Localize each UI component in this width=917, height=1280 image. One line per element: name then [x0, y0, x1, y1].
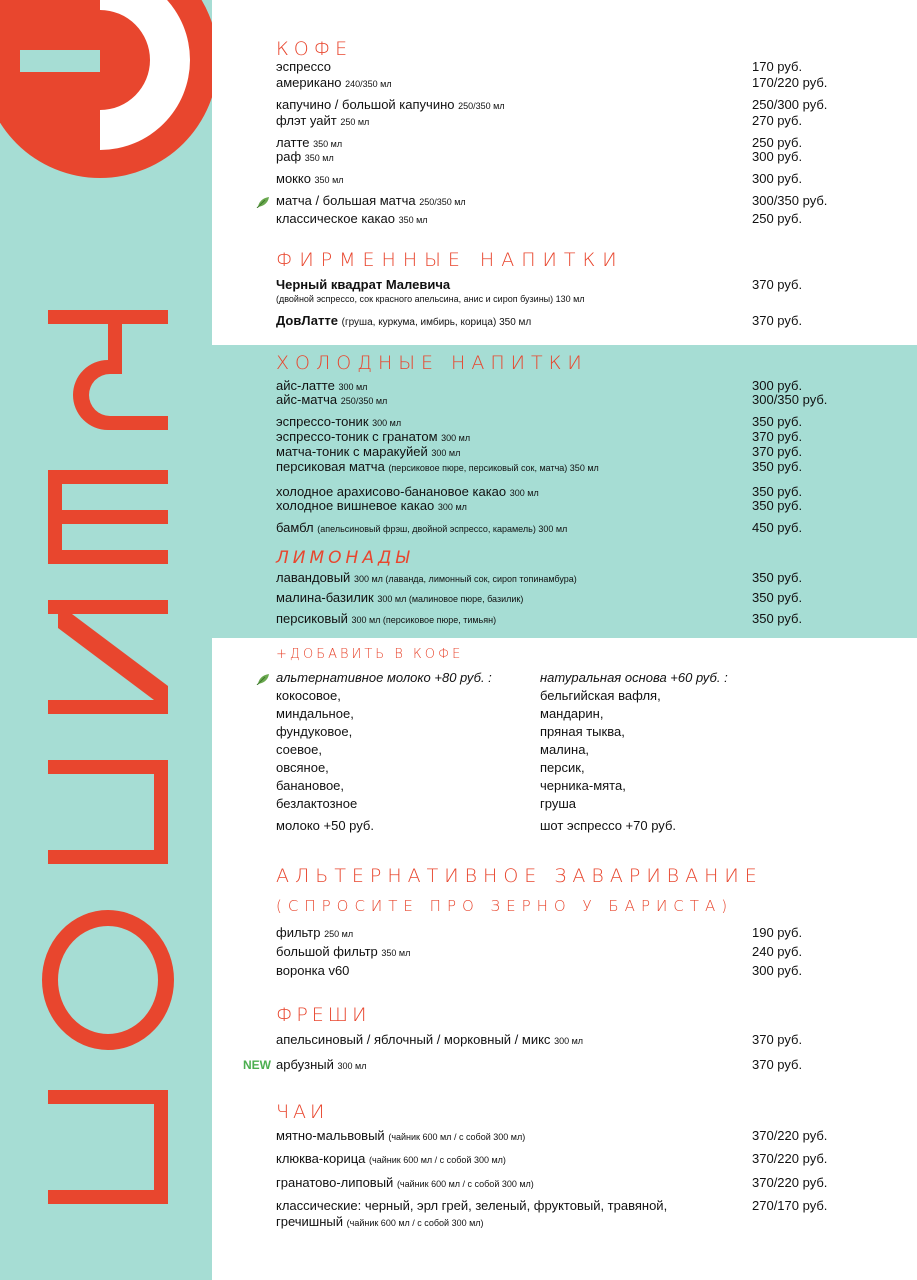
menu-item: капучино / большой капучино 250/350 мл: [276, 97, 505, 112]
menu-item: ДовЛатте (груша, куркума, имбирь, корица) 350 мл: [276, 313, 532, 328]
menu-price: 370/220 руб.: [752, 1151, 828, 1166]
list-item: малина,: [540, 742, 590, 757]
sidebar: [0, 0, 212, 1280]
list-item: кокосовое,: [276, 688, 341, 703]
menu-price: 450 руб.: [752, 520, 803, 535]
list-item: банановое,: [276, 778, 345, 793]
menu-price: 250/300 руб.: [752, 97, 828, 112]
list-item: груша: [540, 796, 576, 811]
logo-icon: [0, 0, 212, 190]
menu-item: эспрессо-тоник 300 мл: [276, 414, 402, 429]
menu-item: фильтр 250 мл: [276, 925, 354, 940]
tea-title: ЧАИ: [276, 1101, 329, 1123]
menu-price: 190 руб.: [752, 925, 803, 940]
menu-item-desc: (двойной эспрессо, сок красного апельсина, анис и сироп бузины) 130 мл: [276, 294, 585, 304]
coffee-title: КОФЕ: [276, 38, 353, 60]
brew-title: АЛЬТЕРНАТИВНОЕ ЗАВАРИВАНИЕ: [276, 865, 763, 887]
menu-item: матча / большая матча 250/350 мл: [276, 193, 466, 208]
menu-price: 370 руб.: [752, 1057, 803, 1072]
menu-item: персиковый 300 мл (персиковое пюре, тимьян): [276, 611, 497, 626]
menu-item: классическое какао 350 мл: [276, 211, 428, 226]
lemonades-title: ЛИМОНАДЫ: [276, 548, 414, 568]
menu-price: 170/220 руб.: [752, 75, 828, 90]
list-item: миндальное,: [276, 706, 354, 721]
menu-price: 350 руб.: [752, 459, 803, 474]
list-item: мандарин,: [540, 706, 604, 721]
list-item: бельгийская вафля,: [540, 688, 661, 703]
list-item: черника-мята,: [540, 778, 626, 793]
vertical-title-art: [38, 300, 178, 1230]
menu-item: холодное арахисово-банановое какао 300 мл: [276, 484, 539, 499]
menu-item: арбузный 300 мл: [276, 1057, 367, 1072]
menu-price: 350 руб.: [752, 414, 803, 429]
menu-price: 240 руб.: [752, 944, 803, 959]
menu-item: холодное вишневое какао 300 мл: [276, 498, 467, 513]
menu-price: 370 руб.: [752, 1032, 803, 1047]
menu-price: 350 руб.: [752, 570, 803, 585]
list-item: персик,: [540, 760, 585, 775]
list-item: пряная тыква,: [540, 724, 625, 739]
menu-item: флэт уайт 250 мл: [276, 113, 370, 128]
milk-header: альтернативное молоко +80 руб. :: [276, 670, 492, 685]
menu-price: 300 руб.: [752, 378, 803, 393]
menu-price: 300 руб.: [752, 149, 803, 164]
menu-item: эспрессо: [276, 59, 332, 74]
menu-price: 350 руб.: [752, 498, 803, 513]
menu-item: классические: черный, эрл грей, зеленый, фруктовый, травяной,: [276, 1198, 668, 1213]
menu-price: 370 руб.: [752, 429, 803, 444]
menu-price: 250 руб.: [752, 135, 803, 150]
menu-price: 300 руб.: [752, 171, 803, 186]
menu-item: малина-базилик 300 мл (малиновое пюре, базилик): [276, 590, 524, 605]
menu-item: гранатово-липовый (чайник 600 мл / с собой 300 мл): [276, 1175, 534, 1190]
menu-price: 370/220 руб.: [752, 1128, 828, 1143]
list-item: фундуковое,: [276, 724, 353, 739]
menu-item: большой фильтр 350 мл: [276, 944, 411, 959]
menu-price: 350 руб.: [752, 590, 803, 605]
list-item: безлактозное: [276, 796, 358, 811]
menu-item: лавандовый 300 мл (лаванда, лимонный сок, сироп топинамбура): [276, 570, 577, 585]
menu-item: апельсиновый / яблочный / морковный / микс 300 мл: [276, 1032, 584, 1047]
menu-item: айс-латте 300 мл: [276, 378, 368, 393]
leaf-icon: [256, 673, 270, 685]
menu-item: Черный квадрат Малевича: [276, 277, 451, 292]
menu-item: эспрессо-тоник с гранатом 300 мл: [276, 429, 471, 444]
menu-item: клюква-корица (чайник 600 мл / с собой 300 мл): [276, 1151, 506, 1166]
menu-price: 250 руб.: [752, 211, 803, 226]
menu-item: раф 350 мл: [276, 149, 334, 164]
shot-extra: шот эспрессо +70 руб.: [540, 818, 677, 833]
cold-title: ХОЛОДНЫЕ НАПИТКИ: [276, 352, 588, 374]
menu-price: 370 руб.: [752, 313, 803, 328]
menu-item: мятно-мальвовый (чайник 600 мл / с собой 300 мл): [276, 1128, 526, 1143]
menu-price: 300/350 руб.: [752, 392, 828, 407]
fresh-title: ФРЕШИ: [276, 1004, 371, 1026]
menu-price: 270/170 руб.: [752, 1198, 828, 1213]
menu-price: 370 руб.: [752, 444, 803, 459]
menu-item: воронка v60: [276, 963, 350, 978]
signature-title: ФИРМЕННЫЕ НАПИТКИ: [276, 249, 624, 271]
addons-title: +ДОБАВИТЬ В КОФЕ: [276, 647, 464, 662]
menu-item: мокко 350 мл: [276, 171, 344, 186]
menu-item: латте 350 мл: [276, 135, 343, 150]
sidebar-word: [38, 300, 178, 1230]
menu-item: айс-матча 250/350 мл: [276, 392, 388, 407]
menu-item: бамбл (апельсиновый фрэш, двойной эспрессо, карамель) 300 мл: [276, 520, 568, 535]
list-item: овсяное,: [276, 760, 329, 775]
menu-price: 300 руб.: [752, 963, 803, 978]
base-header: натуральная основа +60 руб. :: [540, 670, 728, 685]
milk-extra: молоко +50 руб.: [276, 818, 374, 833]
menu-price: 170 руб.: [752, 59, 803, 74]
menu-price: 350 руб.: [752, 611, 803, 626]
menu-item: персиковая матча (персиковое пюре, персиковый сок, матча) 350 мл: [276, 459, 599, 474]
brew-subtitle: (СПРОСИТЕ ПРО ЗЕРНО У БАРИСТА): [276, 897, 734, 915]
leaf-icon: [256, 196, 270, 208]
menu-price: 300/350 руб.: [752, 193, 828, 208]
list-item: соевое,: [276, 742, 322, 757]
new-badge: NEW: [243, 1058, 271, 1072]
menu-price: 370 руб.: [752, 277, 803, 292]
menu-item: гречишный (чайник 600 мл / с собой 300 мл): [276, 1214, 484, 1229]
menu-price: 270 руб.: [752, 113, 803, 128]
menu-item: матча-тоник с маракуйей 300 мл: [276, 444, 461, 459]
menu-item: американо 240/350 мл: [276, 75, 392, 90]
menu-price: 350 руб.: [752, 484, 803, 499]
menu-price: 370/220 руб.: [752, 1175, 828, 1190]
